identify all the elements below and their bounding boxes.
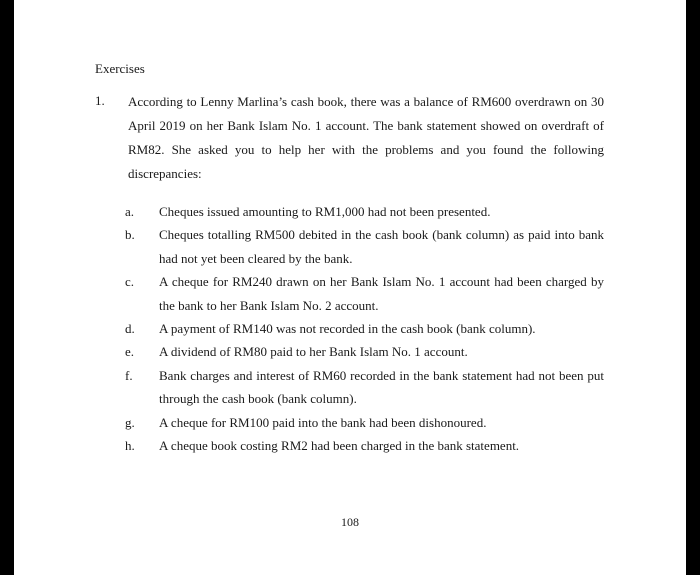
item-text: A dividend of RM80 paid to her Bank Islam No. 1 account. (159, 344, 468, 360)
document-page (14, 0, 686, 575)
item-letter: f. (125, 367, 133, 383)
list-item (14, 317, 686, 340)
item-text: A cheque for RM100 paid into the bank had been dishonoured. (159, 414, 487, 430)
item-letter: a. (125, 204, 135, 219)
list-item (14, 270, 686, 317)
question-text: According to Lenny Marlina’s cash book, there was a balance of RM600 overdrawn on 30 April 2019 on her Bank Islam No. 1 account. The bank statement showed on overdraft of RM82. She asked you to help her with the problems and you found the following discrepancies: (128, 94, 604, 181)
item-text: A cheque for RM240 drawn on her Bank Islam No. 1 account had been charged by the bank to her Bank Islam No. 2 account. (159, 274, 604, 313)
list-item (14, 340, 686, 363)
item-letter: g. (125, 414, 135, 430)
page-number: 108 (341, 515, 359, 529)
item-letter: c. (125, 274, 135, 290)
discrepancy-list (14, 200, 686, 457)
question-number: 1. (95, 93, 105, 108)
list-item (14, 200, 686, 223)
item-text: A cheque book costing RM2 had been charged in the bank statement. (159, 438, 520, 454)
item-text: Cheques totalling RM500 debited in the cash book (bank column) as paid into bank had not yet been cleared by the bank. (159, 227, 604, 266)
list-item (14, 411, 686, 434)
list-item (14, 223, 686, 270)
item-text: A payment of RM140 was not recorded in the cash book (bank column). (159, 321, 536, 337)
list-item (14, 364, 686, 411)
list-item (14, 434, 686, 457)
item-letter: b. (125, 227, 135, 243)
item-letter: d. (125, 321, 135, 337)
item-letter: h. (125, 438, 135, 454)
section-heading: Exercises (95, 61, 145, 76)
item-text: Bank charges and interest of RM60 recorded in the bank statement had not been put through the cash book (bank column). (159, 367, 604, 407)
item-letter: e. (125, 344, 135, 360)
item-text: Cheques issued amounting to RM1,000 had not been presented. (159, 204, 491, 219)
